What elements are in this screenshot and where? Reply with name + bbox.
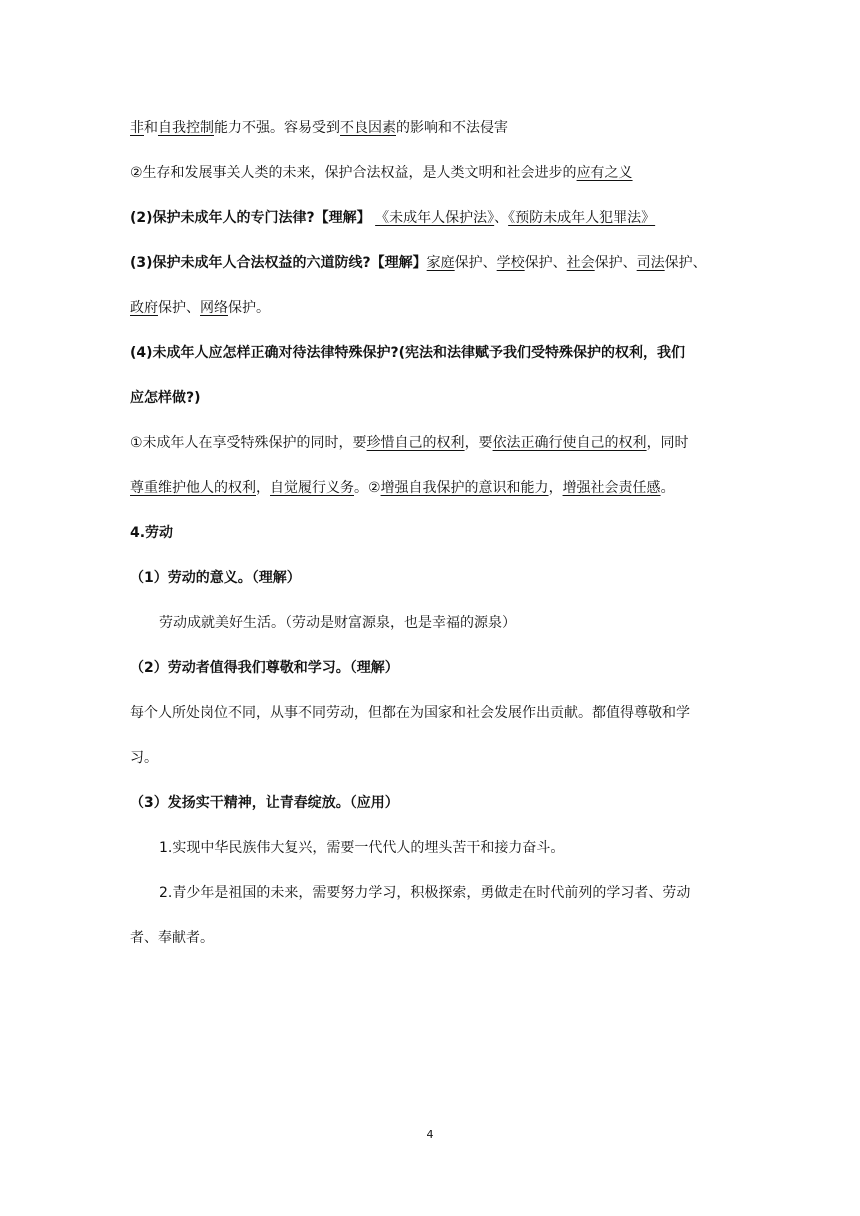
- text-line: [130, 478, 675, 498]
- text-line: [130, 343, 685, 363]
- text-segment: 2.青少年是祖国的未来，需要努力学习，积极探索，勇做走在时代前列的学习者、劳动: [159, 885, 691, 901]
- text-line: [130, 298, 270, 318]
- text-segment: ，: [256, 480, 270, 496]
- underlined-term: 应有之义: [576, 165, 633, 181]
- text-segment: 的影响和不法侵害: [396, 120, 508, 136]
- bold-heading-text: 应怎样做?): [130, 390, 201, 406]
- underlined-term: 珍惜自己的权利: [366, 435, 465, 451]
- underlined-term: 司法: [636, 255, 665, 271]
- text-line: [130, 928, 214, 948]
- text-line: [130, 253, 707, 273]
- text-line: [130, 793, 399, 813]
- text-segment: 。②: [354, 480, 381, 496]
- page-number: 4: [426, 1128, 434, 1141]
- underlined-term: 尊重维护他人的权利: [130, 480, 256, 496]
- text-line: [130, 118, 508, 138]
- bold-heading-text: (4)未成年人应怎样正确对待法律特殊保护?(宪法和法律赋予我们受特殊保护的权利，我们: [130, 345, 686, 361]
- text-line: [130, 433, 689, 453]
- text-line: [130, 523, 173, 543]
- text-line: [130, 163, 633, 183]
- text-segment: 和: [144, 120, 158, 136]
- underlined-term: 《未成年人保护法》: [375, 210, 495, 226]
- text-line: [130, 748, 158, 768]
- underlined-term: 《预防未成年人犯罪法》: [508, 210, 656, 226]
- text-segment: 保护、: [158, 300, 200, 316]
- text-line: [130, 658, 399, 678]
- bold-heading-text: （3）发扬实干精神，让青春绽放。（应用）: [130, 795, 399, 811]
- text-line: [159, 613, 516, 633]
- underlined-term: 自我控制: [158, 120, 214, 136]
- text-segment: ，: [548, 480, 563, 496]
- underlined-term: 增强社会责任感: [562, 480, 661, 496]
- text-segment: ①未成年人在享受特殊保护的同时，要: [130, 435, 367, 451]
- text-line: [130, 208, 655, 228]
- text-segment: ②生存和发展事关人类的未来，保护合法权益，是人类文明和社会进步的: [130, 165, 577, 181]
- text-line: [130, 703, 690, 723]
- underlined-term: 网络: [200, 300, 228, 316]
- text-segment: 每个人所处岗位不同，从事不同劳动，但都在为国家和社会发展作出贡献。都值得尊敬和学: [130, 705, 690, 721]
- text-segment: 保护、: [594, 255, 637, 271]
- underlined-term: 学校: [496, 255, 525, 271]
- text-line: [159, 883, 690, 903]
- text-segment: 习。: [130, 750, 158, 766]
- text-segment: 者、奉献者。: [130, 930, 214, 946]
- text-line: [130, 568, 301, 588]
- text-segment: 、: [494, 210, 509, 226]
- text-line: [130, 388, 201, 408]
- bold-heading-text: (3)保护未成年人合法权益的六道防线?【理解】: [130, 255, 427, 271]
- text-line: [159, 838, 564, 858]
- text-segment: 保护、: [524, 255, 567, 271]
- text-segment: 能力不强。容易受到: [214, 120, 340, 136]
- underlined-term: 社会: [566, 255, 595, 271]
- underlined-term: 自觉履行义务: [270, 480, 354, 496]
- underlined-term: 政府: [130, 300, 158, 316]
- text-segment: 。: [660, 480, 675, 496]
- underlined-term: 家庭: [426, 255, 455, 271]
- bold-heading-text: （2）劳动者值得我们尊敬和学习。（理解）: [130, 660, 399, 676]
- text-segment: ，要: [464, 435, 493, 451]
- bold-heading-text: （1）劳动的意义。（理解）: [130, 570, 301, 586]
- text-segment: 保护。: [228, 300, 270, 316]
- text-segment: 保护、: [664, 255, 707, 271]
- text-segment: 保护、: [454, 255, 497, 271]
- underlined-term: 不良因素: [340, 120, 396, 136]
- underlined-term: 非: [130, 120, 144, 136]
- underlined-term: 增强自我保护的意识和能力: [380, 480, 549, 496]
- underlined-term: 依法正确行使自己的权利: [492, 435, 647, 451]
- bold-heading-text: (2)保护未成年人的专门法律?【理解】: [130, 210, 371, 226]
- text-segment: ，同时: [646, 435, 689, 451]
- text-segment: 劳动成就美好生活。（劳动是财富源泉，也是幸福的源泉）: [159, 615, 516, 631]
- bold-heading-text: 4.劳动: [130, 525, 174, 541]
- text-segment: 1.实现中华民族伟大复兴，需要一代代人的埋头苦干和接力奋斗。: [159, 840, 565, 856]
